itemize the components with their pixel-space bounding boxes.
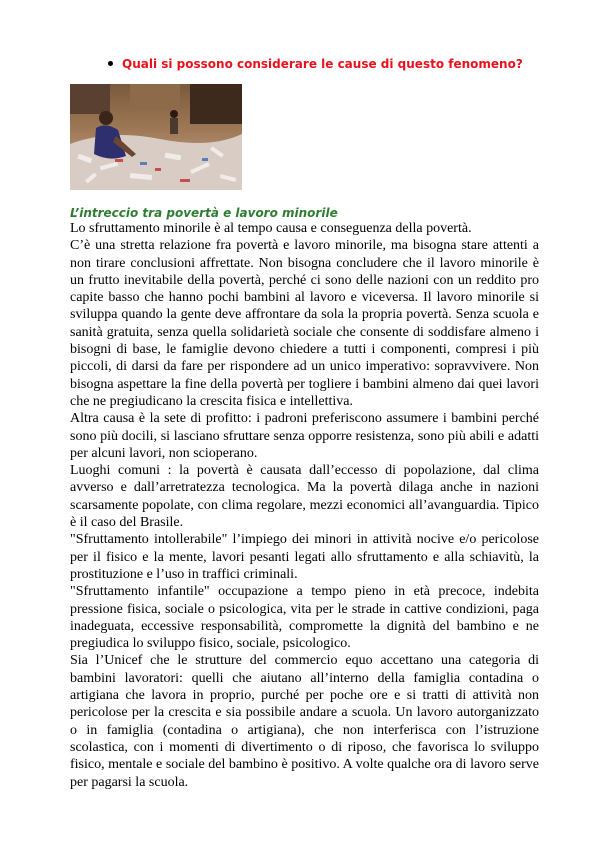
section-body [70,220,539,791]
child-worker-photo [70,84,242,190]
paragraph: C’è una stretta relazione fra povertà e lavoro minorile, ma bisogna stare attenti a non tirare conclusioni affrettate. Non bisogna concludere che il lavoro minorile è un frutto inevitabile della povertà, perché ci sono delle nazioni con un reddito pro capite basso che hanno pochi bambini al lavoro e viceversa. Il lavoro minorile si sviluppa quando la gente deve affrontare da sola la propria povertà. Senza scuola e sanità gratuita, senza quella solidarietà sociale che consente di soddisfare almeno i bisogni di base, le famiglie devono chiedere a tutti i componenti, compresi i più piccoli, di darsi da fare per rispondere ad un unico imperativo: sopravvivere. Non bisogna aspettare la fine della povertà per togliere i bambini almeno dai quei lavori che ne pregiudicano la crescita fisica e intellettiva. [70,238,539,409]
paragraph: Lo sfruttamento minorile è al tempo causa e conseguenza della povertà. [70,221,472,236]
bullet-dot-icon [108,61,113,66]
question-text: Quali si possono considerare le cause di questo fenomeno? [122,57,523,71]
paragraph: "Sfruttamento infantile" occupazione a tempo pieno in età precoce, indebita pressione fisica, sociale o psicologica, vita per le strade in cattive condizioni, paga inadeguata, eccessive responsabilità, compromette la dignità del bambino e ne pregiudica lo sviluppo fisico, sociale, psicologico. [70,584,539,652]
paragraph: Luoghi comuni : la povertà è causata dall’eccesso di popolazione, dal clima avverso e dall’arretratezza tecnologica. Ma la povertà dilaga anche in nazioni scarsamente popolate, con clima regolare, mezzi economici all’avanguardia. Tipico è il caso del Brasile. [70,463,539,531]
paragraph: Altra causa è la sete di profitto: i padroni preferiscono assumere i bambini perché sono più docili, si lasciano sfruttare senza opporre resistenza, sono più abili e adatti per alcuni lavori, non scioperano. [70,411,539,461]
bullet-question [108,57,523,71]
paragraph: "Sfruttamento intollerabile" l’impiego dei minori in attività nocive e/o pericolose per il fisico e la mente, lavori pesanti legati allo sfruttamento e alla schiavitù, la prostituzione e l’uso in traffici criminali. [70,532,539,582]
paragraph: Sia l’Unicef che le strutture del commercio equo accettano una categoria di bambini lavoratori: quelli che aiutano all’interno della famiglia contadina o artigiana che lavora in proprio, purché per poche ore e si tratti di attività non pericolose per la crescita e sia possibile andare a scuola. Un lavoro autorganizzato o in famiglia (contadina o artigiana), che non interferisca con l’istruzione scolastica, con i momenti di divertimento o di riposo, che favorisca lo sviluppo fisico, mentale e sociale del bambino è positivo. A volte qualche ora di lavoro serve per pagarsi la scuola. [70,653,539,790]
section-title: L’intreccio tra povertà e lavoro minorile [70,206,338,220]
